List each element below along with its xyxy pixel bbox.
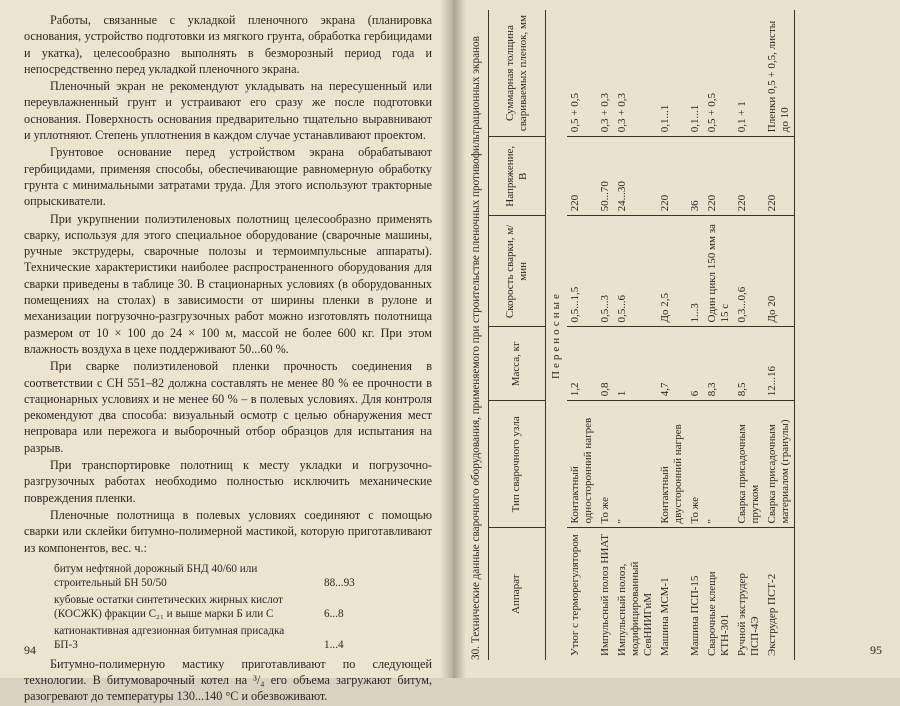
paragraph-1: Работы, связанные с укладкой пленочного экрана (планировка основания, устройство подготовки из мягкого грунта, обработка гербицидами и укатка), целесообразно выполнять в безморозный период года и непосредственно перед укладкой пленочного экрана.	[24, 13, 432, 76]
header-speed: Скорость сварки, м/мин	[488, 216, 545, 327]
table-row	[614, 10, 657, 660]
cell: 0,5...6	[614, 216, 657, 327]
cell: 0,3 + 0,3	[614, 10, 657, 137]
table-row	[657, 10, 687, 660]
component-value: 1...4	[324, 638, 344, 651]
header-mass: Масса, кг	[488, 327, 545, 401]
header-apparatus: Аппарат	[488, 528, 545, 660]
cell: 220	[704, 137, 734, 216]
table-section-row	[545, 10, 567, 660]
cell: До 20	[764, 216, 795, 327]
cell: Утюг с терморегулятором	[568, 534, 581, 656]
page-number-left: 94	[24, 643, 36, 657]
cell: 12...16	[764, 327, 795, 401]
cell: То же	[687, 401, 704, 528]
cell: Ручной экструдер ПСП-4Э	[735, 573, 761, 656]
left-page-text	[24, 12, 432, 706]
cell: 0,5...1,5	[567, 216, 597, 327]
paragraph-3: Грунтовое основание перед устройством экрана обрабатывают гербицидами, применяя способы, обеспечивающие равномерную обработку грунта с минимальными затратами труда. Для этого используют тракторные опрыскиватели.	[24, 145, 432, 209]
table-row	[704, 10, 734, 660]
paragraph-2: Пленочный экран не рекомендуют укладывать на пересушенный или переувлажненный грунт и устраивают его сразу же после подготовки основания. Поверхность основания предварительно тщательно выравнивают и уплотняют. Степень уплотнения в каждом случае устанавливают проектом.	[24, 79, 432, 143]
component-name: битум нефтяной дорожный БНД 40/60 или строительный БН 50/50	[54, 562, 258, 589]
table-row	[734, 10, 764, 660]
cell: Машина ПСП-15	[688, 575, 701, 656]
table-row	[597, 10, 614, 660]
paragraph-6: При транспортировке полотнищ к месту укладки и погрузочно-разгрузочных работах необходимо полностью исключить механические повреждения пленки.	[24, 458, 432, 505]
cell: До 2,5	[657, 216, 687, 327]
component-name: кубовые остатки синтетических жирных кислот (КОСЖК) фракции С₂₁ и выше марки Б или С	[54, 593, 284, 620]
components-list	[54, 562, 384, 652]
cell: 8,5	[734, 327, 764, 401]
paragraph-5: При сварке полиэтиленовой пленки прочность соединения в соответствии с СН 551–82 должна составлять не менее 80 % ее прочности в стационарных условиях и не менее 60 % – в полевых условиях. Для контроля рекомендуют два способа: визуальный осмотр с целью обнаружения мест непровара или пережога и выборочный отбор образцов для испытания на разрыв.	[24, 359, 432, 455]
cell: Пленки 0,5 + 0,5, листы до 10	[764, 10, 795, 137]
cell: То же	[597, 401, 614, 528]
header-thickness: Суммарная толщина свариваемых пленок, мм	[488, 10, 545, 137]
cell: 0,3 + 0,3	[597, 10, 614, 137]
cell: Машина МСМ-1	[658, 577, 671, 656]
cell: 24...30	[614, 137, 657, 216]
rotated-table-block	[470, 10, 882, 660]
component-value: 88...93	[324, 576, 355, 589]
cell: 0,5 + 0,5	[704, 10, 734, 137]
page-number-right: 95	[870, 643, 882, 657]
cell: 0,8	[597, 327, 614, 401]
cell: 0,1...1	[657, 10, 687, 137]
section-label: Переносные	[549, 291, 562, 379]
table-row	[567, 10, 597, 660]
cell: 1,2	[567, 327, 597, 401]
cell: Импульсный полоз НИАТ	[598, 533, 611, 656]
component-name: катионактивная адгезионная битумная присадка БП-3	[54, 624, 285, 651]
equipment-table	[488, 10, 795, 660]
right-page	[452, 0, 900, 678]
cell: 220	[734, 137, 764, 216]
cell: 8,3	[704, 327, 734, 401]
cell: Сварка присадочным прутком	[734, 401, 764, 528]
cell: 6	[687, 327, 704, 401]
cell: 50...70	[597, 137, 614, 216]
cell: 220	[657, 137, 687, 216]
cell: 220	[764, 137, 795, 216]
header-voltage: Напряжение, В	[488, 137, 545, 216]
cell: 1...3	[687, 216, 704, 327]
cell: 4,7	[657, 327, 687, 401]
component-row	[54, 593, 384, 621]
cell: Экструдер ПСТ-2	[764, 528, 795, 660]
cell: Импульсный полоз, модифицированный СевНИИГиМ	[615, 561, 654, 656]
paragraph-8: Битумно-полимерную мастику приготавливают по следующей технологии. В битумоварочный котел на ³/₄ его объема загружают битум, разогревают до температуры 130...140 °С и обезвоживают.	[24, 656, 432, 704]
cell: 0,5...3	[597, 216, 614, 327]
cell: 0,1...1	[687, 10, 704, 137]
component-row	[54, 624, 384, 652]
cell: Контактный двусторонний нагрев	[657, 401, 687, 528]
cell: Один цикл 150 мм за 15 с	[704, 216, 734, 327]
cell: 0,3...0,6	[734, 216, 764, 327]
paragraph-4: При укрупнении полиэтиленовых полотнищ целесообразно применять сварку, используя для этого специальное оборудование (сварочные машины, ручные экструдеры, сварочные полозы и термоимпульсные аппараты). Технические характеристики наиболее распространенного оборудования для сварки приведены в таблице 30. В стационарных условиях (в оборудованных помещениях на столах) в зависимости от ширины пленки в рулоне и механизации погрузочно-разгрузочных работ можно изготовлять полотнища размером от 10 × 100 до 24 × 100 м, массой не более 600 кг. При этом влажность воздуха в цехе поддерживают 50...60 %.	[24, 211, 432, 356]
header-weld-type: Тип сварочного узла	[488, 401, 545, 528]
cell: Сварочные клещи КТН-301	[705, 571, 731, 656]
cell: 220	[567, 137, 597, 216]
table-header-row	[488, 10, 545, 660]
cell: "	[704, 401, 734, 528]
component-value: 6...8	[324, 607, 344, 620]
cell: 0,1 + 1	[734, 10, 764, 137]
paragraph-7: Пленочные полотнища в полевых условиях соединяют с помощью сварки или склейки битумно-полимерной мастикой, которую приготавливают из компонентов, вес. ч.:	[24, 507, 432, 555]
cell: Сварка присадочным материалом (гранулы)	[764, 401, 795, 528]
cell: 0,5 + 0,5	[567, 10, 597, 137]
table-row	[687, 10, 704, 660]
cell: 36	[687, 137, 704, 216]
cell: "	[614, 401, 657, 528]
component-row	[54, 562, 384, 590]
table-caption: 30. Технические данные сварочного оборудования, применяемого при строительстве пленочных противофильтрационных экранов	[470, 36, 482, 660]
cell: 1	[614, 327, 657, 401]
cell: Контактный односторонний нагрев	[567, 401, 597, 528]
table-row	[764, 10, 795, 660]
